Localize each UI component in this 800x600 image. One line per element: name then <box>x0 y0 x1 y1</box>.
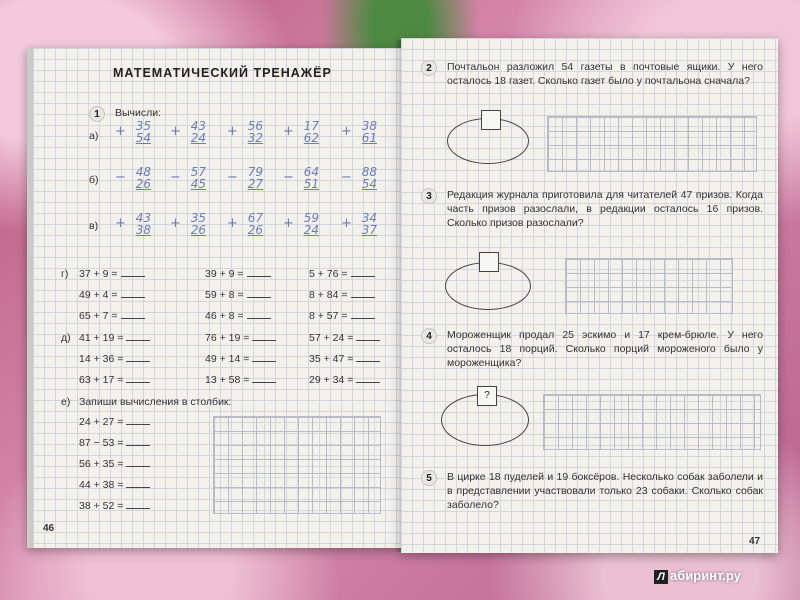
page-number-left: 46 <box>43 523 55 534</box>
exercise: 57 + 24 = <box>309 332 380 344</box>
row-label-b: б) <box>89 174 99 186</box>
exercise: 49 + 4 = <box>79 289 145 301</box>
exercise: 46 + 8 = <box>205 310 271 322</box>
problem-2-box <box>481 110 501 130</box>
task-number-2: 2 <box>421 60 437 76</box>
column-exercise: 56 + 35 = <box>79 458 150 470</box>
problem-4-question-box: ? <box>477 386 497 406</box>
left-page <box>27 48 401 548</box>
problem-5-text: В цирке 18 пуделей и 19 боксёров. Несколько собак заболели и в представлении участвовали только 23 собаки. Сколько собак заболело? <box>447 471 763 511</box>
column-difference: − 48 26 <box>115 165 151 191</box>
exercise: 35 + 47 = <box>309 353 380 365</box>
column-exercise: 44 + 38 = <box>79 479 150 491</box>
column-exercise: 87 − 53 = <box>79 437 150 449</box>
column-difference: − 64 51 <box>283 165 319 191</box>
exercise: 29 + 34 = <box>309 374 380 386</box>
exercise: 14 + 36 = <box>79 353 150 365</box>
labirint-logo-icon: Л <box>654 570 668 584</box>
exercise: 13 + 58 = <box>205 374 276 386</box>
exercise: 49 + 14 = <box>205 353 276 365</box>
task-number-4: 4 <box>421 328 437 344</box>
right-page <box>401 38 778 553</box>
row-label-v: в) <box>89 220 99 232</box>
column-difference: − 57 45 <box>170 165 206 191</box>
task-number-3: 3 <box>421 188 437 204</box>
column-sum: + 43 24 <box>170 119 206 145</box>
section-label-d: д) <box>61 332 71 344</box>
site-watermark: Л абиринт.ру <box>654 568 741 584</box>
row-label-a: а) <box>89 130 99 142</box>
exercise: 63 + 17 = <box>79 374 150 386</box>
section-label-e: е) <box>61 396 71 408</box>
page-number-right: 47 <box>749 536 761 547</box>
problem-3-box <box>479 252 499 272</box>
column-sum: + 38 61 <box>341 119 377 145</box>
column-exercise: 38 + 52 = <box>79 500 150 512</box>
column-exercise: 24 + 27 = <box>79 416 150 428</box>
problem-2-text: Почтальон разложил 54 газеты в почтовые ящики. У него осталось 18 газет. Сколько газет было у почтальона сначала? <box>447 61 763 87</box>
exercise: 39 + 9 = <box>205 268 271 280</box>
section-label-g: г) <box>61 268 69 280</box>
problem-3-grid <box>565 258 733 314</box>
problem-4-text: Мороженщик продал 25 эскимо и 17 крем-брюле. У него осталось 18 порций. Сколько порций мороженого было у мороженщика? <box>447 329 763 369</box>
task-number-5: 5 <box>421 470 437 486</box>
task-number-1: 1 <box>89 106 105 122</box>
column-sum: + 35 26 <box>170 211 206 237</box>
exercise: 5 + 76 = <box>309 268 375 280</box>
exercise: 59 + 8 = <box>205 289 271 301</box>
column-sum: + 17 62 <box>283 119 319 145</box>
column-sum: + 35 54 <box>115 119 151 145</box>
problem-3-text: Редакция журнала приготовила для читателей 47 призов. Когда часть призов разослали, в редакции осталось 16 призов. Сколько призов разослали? <box>447 189 763 229</box>
writing-grid <box>213 416 381 514</box>
column-sum: + 34 37 <box>341 211 377 237</box>
column-sum: + 56 32 <box>227 119 263 145</box>
column-sum: + 43 38 <box>115 211 151 237</box>
page-title: МАТЕМАТИЧЕСКИЙ ТРЕНАЖЁР <box>113 66 332 80</box>
column-sum: + 67 26 <box>227 211 263 237</box>
section-e-instruction: Запиши вычисления в столбик: <box>79 396 232 408</box>
problem-4-grid <box>543 394 761 450</box>
exercise: 8 + 84 = <box>309 289 375 301</box>
exercise: 37 + 9 = <box>79 268 145 280</box>
column-difference: − 88 54 <box>341 165 377 191</box>
exercise: 41 + 19 = <box>79 332 150 344</box>
problem-2-grid <box>547 116 757 172</box>
exercise: 65 + 7 = <box>79 310 145 322</box>
exercise: 8 + 57 = <box>309 310 375 322</box>
exercise: 76 + 19 = <box>205 332 276 344</box>
column-difference: − 79 27 <box>227 165 263 191</box>
column-sum: + 59 24 <box>283 211 319 237</box>
task-1-instruction: Вычисли: <box>115 107 162 119</box>
